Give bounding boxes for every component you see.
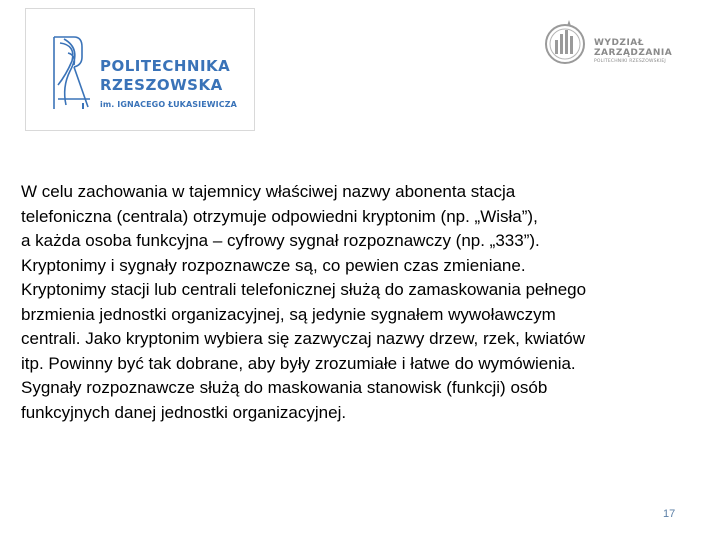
- body-line: Sygnały rozpoznawcze służą do maskowania stanowisk (funkcji) osób: [21, 378, 548, 397]
- body-line: centrali. Jako kryptonim wybiera się zazwyczaj nazwy drzew, rzek, kwiatów: [21, 329, 586, 348]
- body-line: W celu zachowania w tajemnicy właściwej nazwy abonenta stacja: [21, 182, 516, 201]
- politechnika-emblem-icon: [52, 35, 92, 111]
- wydzial-zarzadzania-logo: [543, 16, 678, 72]
- wydzial-wordmark: [594, 38, 672, 65]
- body-line: funkcyjnych danej jednostki organizacyjnej.: [21, 402, 347, 422]
- wydzial-emblem-icon: [543, 16, 593, 72]
- logo-line-3: im. IGNACEGO ŁUKASIEWICZA: [100, 100, 237, 109]
- logo-line-2: RZESZOWSKA: [100, 76, 223, 94]
- body-line: a każda osoba funkcyjna – cyfrowy sygnał rozpoznawczy (np. „333”).: [21, 231, 540, 250]
- body-paragraph: [21, 180, 701, 425]
- politechnika-wordmark: [100, 57, 237, 111]
- body-line: Kryptonimy i sygnały rozpoznawcze są, co pewien czas zmieniane.: [21, 255, 526, 275]
- body-line: brzmienia jednostki organizacyjnej, są jedynie sygnałem wywoławczym: [21, 304, 556, 324]
- body-line: Kryptonimy stacji lub centrali telefonicznej służą do zamaskowania pełnego: [21, 280, 587, 299]
- logo-line-1: POLITECHNIKA: [100, 57, 231, 75]
- faculty-line-3: POLITECHNIKI RZESZOWSKIEJ: [594, 59, 666, 64]
- page-number: 17: [663, 508, 676, 520]
- faculty-line-2: ZARZĄDZANIA: [594, 48, 673, 58]
- body-line: telefoniczna (centrala) otrzymuje odpowiedni kryptonim (np. „Wisła”),: [21, 206, 538, 226]
- faculty-line-1: WYDZIAŁ: [594, 38, 645, 48]
- politechnika-logo: [25, 8, 255, 131]
- body-line: itp. Powinny być tak dobrane, aby były zrozumiałe i łatwe do wymówienia.: [21, 353, 576, 373]
